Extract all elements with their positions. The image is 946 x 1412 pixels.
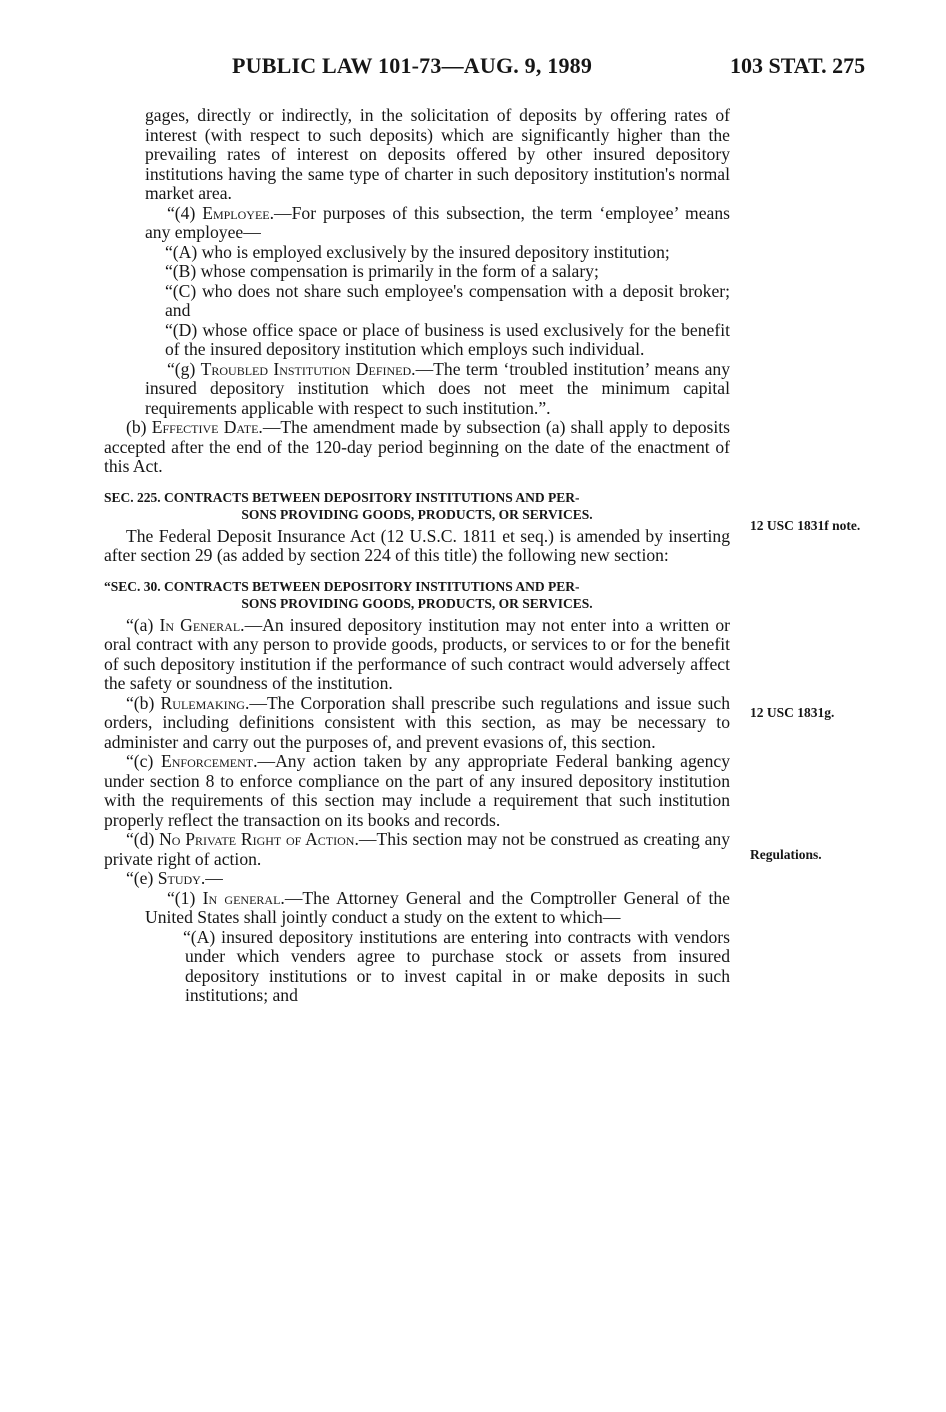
- heading-employee: Employee.: [202, 202, 275, 223]
- paragraph-section-225: The Federal Deposit Insurance Act (12 U.S.C. 1811 et seq.) is amended by inserting after section 29 (as added by section 224 of this title) the following new section:: [104, 525, 730, 565]
- margin-note-regulations: Regulations.: [750, 847, 822, 862]
- paragraph-study-in-general: “(1) In general.—The Attorney General and the Comptroller General of the United States shall jointly conduct a study on the extent to which—: [145, 887, 730, 927]
- paragraph-continuation: gages, directly or indirectly, in the solicitation of deposits by offering rates of interest (with respect to such deposits) which are significantly higher than the prevailing rates of interest on deposits offered by other insured depository institutions having the same type of charter in such depository institution's normal market area.: [145, 105, 730, 203]
- section-30-heading: “SEC. 30. CONTRACTS BETWEEN DEPOSITORY INSTITUTIONS AND PER- SONS PROVIDING GOODS, PRODUCTS, OR SERVICES.: [104, 578, 593, 611]
- paragraph-employee-definition: “(4) Employee.—For purposes of this subsection, the term ‘employee’ means any employee—: [145, 202, 730, 242]
- paragraph-rulemaking: “(b) Rulemaking.—The Corporation shall prescribe such regulations and issue such orders, including definitions consistent with this section, as may be necessary to administer and carry out the purposes of, and prevent evasions of, this section.: [104, 692, 730, 752]
- section-225-heading: SEC. 225. CONTRACTS BETWEEN DEPOSITORY INSTITUTIONS AND PER- SONS PROVIDING GOODS, PRODUCTS, OR SERVICES.: [104, 489, 593, 522]
- paragraph-in-general: “(a) In General.—An insured depository institution may not enter into a written or oral contract with any person to provide goods, products, or services to or for the benefit of such depository institution if the performance of such contract would adversely affect the safety or soundness of the institution.: [104, 614, 730, 693]
- running-title: PUBLIC LAW 101-73—AUG. 9, 1989: [232, 53, 593, 78]
- heading-study: Study.: [157, 868, 206, 888]
- heading-enforcement: Enforcement.: [160, 751, 258, 771]
- paragraph-effective-date: (b) Effective Date.—The amendment made by subsection (a) shall apply to deposits accepted after the end of the 120-day period beginning on the date of the enactment of this Act.: [104, 417, 731, 476]
- heading-study-in-general: In general.: [202, 887, 285, 908]
- body-text: [104, 106, 730, 1006]
- margin-note-1831f: 12 USC 1831f note.: [750, 518, 861, 533]
- paragraph-study: “(e) Study.—: [126, 868, 223, 888]
- stat-page-number: 103 STAT. 275: [730, 53, 866, 78]
- paragraph-troubled-institution: “(g) Troubled Institution Defined.—The term ‘troubled institution’ means any insured depository institution which does not meet the minimum capital requirements applicable with respect to such institution.”.: [145, 358, 730, 418]
- heading-rulemaking: Rulemaking.: [160, 692, 250, 713]
- clause-b: “(B) whose compensation is primarily in the form of a salary;: [165, 261, 599, 281]
- clause-a: “(A) who is employed exclusively by the insured depository institution;: [165, 241, 670, 262]
- clause-study-a: “(A) insured depository institutions are entering into contracts with vendors under which venders agree to purchase stock or assets from insured depository institutions or to invest capital in or make deposits in such institutions; and: [183, 926, 730, 1005]
- heading-in-general: In General.: [159, 614, 245, 635]
- heading-no-private-right: No Private Right of Action.: [159, 829, 359, 849]
- clause-d: “(D) whose office space or place of business is used exclusively for the benefit of the insured depository institution which employs such individual.: [165, 319, 730, 359]
- page-header: [0, 53, 946, 83]
- heading-troubled-institution: Troubled Institution Defined.: [200, 358, 416, 379]
- clause-c: “(C) who does not share such employee's compensation with a deposit broker; and: [165, 280, 730, 320]
- paragraph-enforcement: “(c) Enforcement.—Any action taken by any appropriate Federal banking agency under section 8 to enforce compliance on the part of any insured depository institution with the requirements of this section may include a requirement that such institution properly reflect the transaction on its books and records.: [104, 751, 730, 830]
- margin-note-1831g: 12 USC 1831g.: [750, 705, 835, 720]
- heading-effective-date: Effective Date.: [151, 417, 263, 437]
- paragraph-no-private-right: “(d) No Private Right of Action.—This section may not be construed as creating any private right of action.: [104, 829, 730, 869]
